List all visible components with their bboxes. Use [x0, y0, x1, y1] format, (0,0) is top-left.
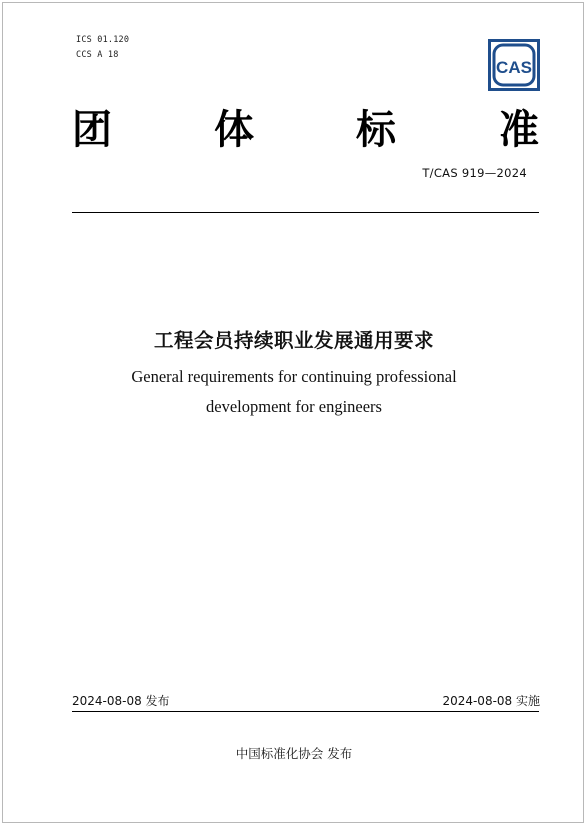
implementation-date: 2024-08-08 实施 — [442, 694, 540, 708]
ics-code: ICS 01.120 — [76, 35, 130, 45]
cas-logo — [488, 39, 540, 91]
classification-codes — [76, 33, 129, 63]
header-divider — [72, 212, 539, 213]
title-english-line-1: General requirements for continuing professional — [131, 367, 457, 386]
doc-type-char-1: 团 — [72, 107, 112, 153]
doc-type-char-3: 标 — [356, 107, 396, 153]
ccs-code: CCS A 18 — [76, 50, 119, 60]
doc-type-char-4: 准 — [499, 107, 539, 153]
issue-date: 2024-08-08 发布 — [72, 694, 170, 708]
standard-number: T/CAS 919—2024 — [422, 166, 527, 180]
document-type-heading — [72, 104, 540, 156]
title-chinese: 工程会员持续职业发展通用要求 — [153, 329, 434, 352]
logo-text: CAS — [496, 58, 532, 77]
doc-type-char-2: 体 — [214, 107, 254, 153]
publisher: 中国标准化协会 发布 — [235, 746, 353, 761]
title-english-line-2: development for engineers — [206, 397, 382, 416]
footer-divider — [72, 711, 539, 712]
